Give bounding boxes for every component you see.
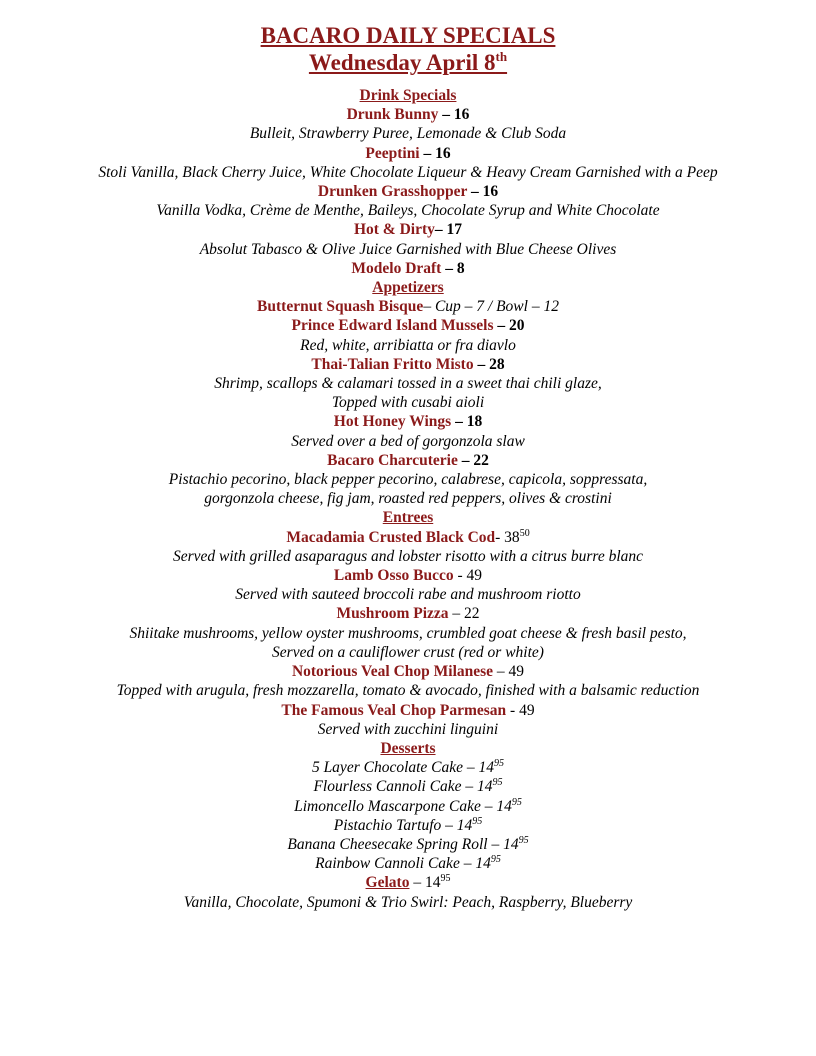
item-price: - 38 xyxy=(495,528,520,546)
item-name: Flourless Cannoli Cake xyxy=(313,778,462,796)
item-price: – 22 xyxy=(457,451,489,469)
menu-item xyxy=(0,316,816,335)
menu-item xyxy=(0,220,816,239)
item-price: – Cup – 7 / Bowl – 12 xyxy=(423,298,559,316)
menu-item xyxy=(0,662,816,681)
item-price: – 17 xyxy=(434,221,463,239)
item-name: Hot Honey Wings xyxy=(333,413,452,431)
item-description: Bulleit, Strawberry Puree, Lemonade & Club Soda xyxy=(249,125,567,143)
item-description: Stoli Vanilla, Black Cherry Juice, White Chocolate Liqueur & Heavy Cream Garnished with a Peep xyxy=(98,163,718,181)
dessert-item xyxy=(0,816,816,835)
item-price: – 18 xyxy=(451,413,483,431)
menu-date-suffix: th xyxy=(495,49,508,64)
section-title-appetizers: Appetizers xyxy=(372,279,444,297)
item-name: Lamb Osso Bucco xyxy=(333,567,454,585)
menu-header xyxy=(0,0,816,76)
item-description: Topped with cusabi aioli xyxy=(331,394,485,412)
item-name: Macadamia Crusted Black Cod xyxy=(286,528,496,546)
item-price: – 22 xyxy=(448,605,480,623)
item-price-cents: 95 xyxy=(518,834,529,846)
section-title-entrees: Entrees xyxy=(382,509,434,527)
menu-item xyxy=(0,566,816,585)
menu-date xyxy=(0,49,816,76)
menu-item xyxy=(0,701,816,720)
item-price-cents: 95 xyxy=(472,815,483,827)
menu-item xyxy=(0,451,816,470)
item-description: Absolut Tabasco & Olive Juice Garnished with Blue Cheese Olives xyxy=(199,240,617,258)
item-description: Served with grilled asaparagus and lobster risotto with a citrus burre blanc xyxy=(172,547,644,565)
item-price: – 14 xyxy=(487,835,519,853)
item-description: Pistachio pecorino, black pepper pecorino, calabrese, capicola, soppressata, xyxy=(168,471,648,489)
item-price: – 49 xyxy=(493,663,525,681)
item-description: Shrimp, scallops & calamari tossed in a sweet thai chili glaze, xyxy=(214,375,602,393)
menu-date-text: Wednesday April 8 xyxy=(308,50,496,75)
item-name: Butternut Squash Bisque xyxy=(257,298,424,316)
item-name: Bacaro Charcuterie xyxy=(327,451,458,469)
item-price: – 28 xyxy=(473,355,505,373)
item-price: – 14 xyxy=(480,797,512,815)
item-description: gorgonzola cheese, fig jam, roasted red peppers, olives & crostini xyxy=(204,490,612,508)
menu-body xyxy=(0,86,816,912)
item-name: Peeptini xyxy=(365,144,420,162)
item-description: Topped with arugula, fresh mozzarella, tomato & avocado, finished with a balsamic reduction xyxy=(116,682,700,700)
item-price: – 20 xyxy=(493,317,525,335)
item-price-cents: 95 xyxy=(494,758,505,770)
section-title-desserts: Desserts xyxy=(380,739,436,757)
menu-item xyxy=(0,144,816,163)
item-name: The Famous Veal Chop Parmesan xyxy=(281,701,507,719)
item-description: Served on a cauliflower crust (red or white) xyxy=(272,643,544,661)
item-description: Red, white, arribiatta or fra diavlo xyxy=(300,336,516,354)
item-price: – 14 xyxy=(409,874,441,892)
menu-item xyxy=(0,182,816,201)
item-name: Rainbow Cannoli Cake xyxy=(315,855,460,873)
item-price: – 16 xyxy=(419,144,451,162)
item-price-cents: 95 xyxy=(511,796,522,808)
item-price: – 16 xyxy=(438,106,470,124)
page-title: BACARO DAILY SPECIALS xyxy=(260,23,556,48)
menu-item xyxy=(0,604,816,623)
item-price: – 14 xyxy=(461,778,493,796)
dessert-item xyxy=(0,854,816,873)
item-name: Limoncello Mascarpone Cake xyxy=(294,797,481,815)
item-description: Vanilla, Chocolate, Spumoni & Trio Swirl: Peach, Raspberry, Blueberry xyxy=(183,893,633,911)
item-name: 5 Layer Chocolate Cake xyxy=(311,759,464,777)
dessert-item xyxy=(0,835,816,854)
item-name: Drunk Bunny xyxy=(346,106,439,124)
item-description: Vanilla Vodka, Crème de Menthe, Baileys, Chocolate Syrup and White Chocolate xyxy=(156,202,660,220)
gelato-item xyxy=(0,873,816,892)
item-name: Modelo Draft xyxy=(351,259,442,277)
menu-item xyxy=(0,259,816,278)
item-description: Served with sauteed broccoli rabe and mushroom riotto xyxy=(235,586,581,604)
item-price-cents: 95 xyxy=(492,777,503,789)
item-name: Thai-Talian Fritto Misto xyxy=(311,355,474,373)
item-price: – 8 xyxy=(441,259,465,277)
item-name: Prince Edward Island Mussels xyxy=(291,317,494,335)
menu-item xyxy=(0,528,816,547)
item-description: Served over a bed of gorgonzola slaw xyxy=(291,432,525,450)
item-name: Drunken Grasshopper xyxy=(317,183,468,201)
item-price-cents: 95 xyxy=(490,854,501,866)
item-price-cents: 50 xyxy=(519,527,530,539)
menu-item xyxy=(0,412,816,431)
item-description: Shiitake mushrooms, yellow oyster mushrooms, crumbled goat cheese & fresh basil pesto, xyxy=(129,624,687,642)
item-name: Banana Cheesecake Spring Roll xyxy=(287,835,488,853)
dessert-item xyxy=(0,777,816,796)
item-price: – 16 xyxy=(467,183,499,201)
dessert-item xyxy=(0,797,816,816)
item-price: – 14 xyxy=(463,759,495,777)
item-price: - 49 xyxy=(506,701,535,719)
item-price-cents: 95 xyxy=(440,873,451,885)
item-price: – 14 xyxy=(459,855,491,873)
item-name: Notorious Veal Chop Milanese xyxy=(291,663,494,681)
menu-item xyxy=(0,105,816,124)
item-name: Pistachio Tartufo xyxy=(333,816,442,834)
item-name: Mushroom Pizza xyxy=(336,605,449,623)
item-name: Hot & Dirty xyxy=(353,221,435,239)
menu-item xyxy=(0,355,816,374)
item-price: – 14 xyxy=(441,816,473,834)
section-title-drinks: Drink Specials xyxy=(359,87,457,104)
menu-item xyxy=(0,297,816,316)
dessert-item xyxy=(0,758,816,777)
section-title-gelato: Gelato xyxy=(365,874,410,892)
item-description: Served with zucchini linguini xyxy=(317,720,499,738)
item-price: - 49 xyxy=(453,567,483,585)
